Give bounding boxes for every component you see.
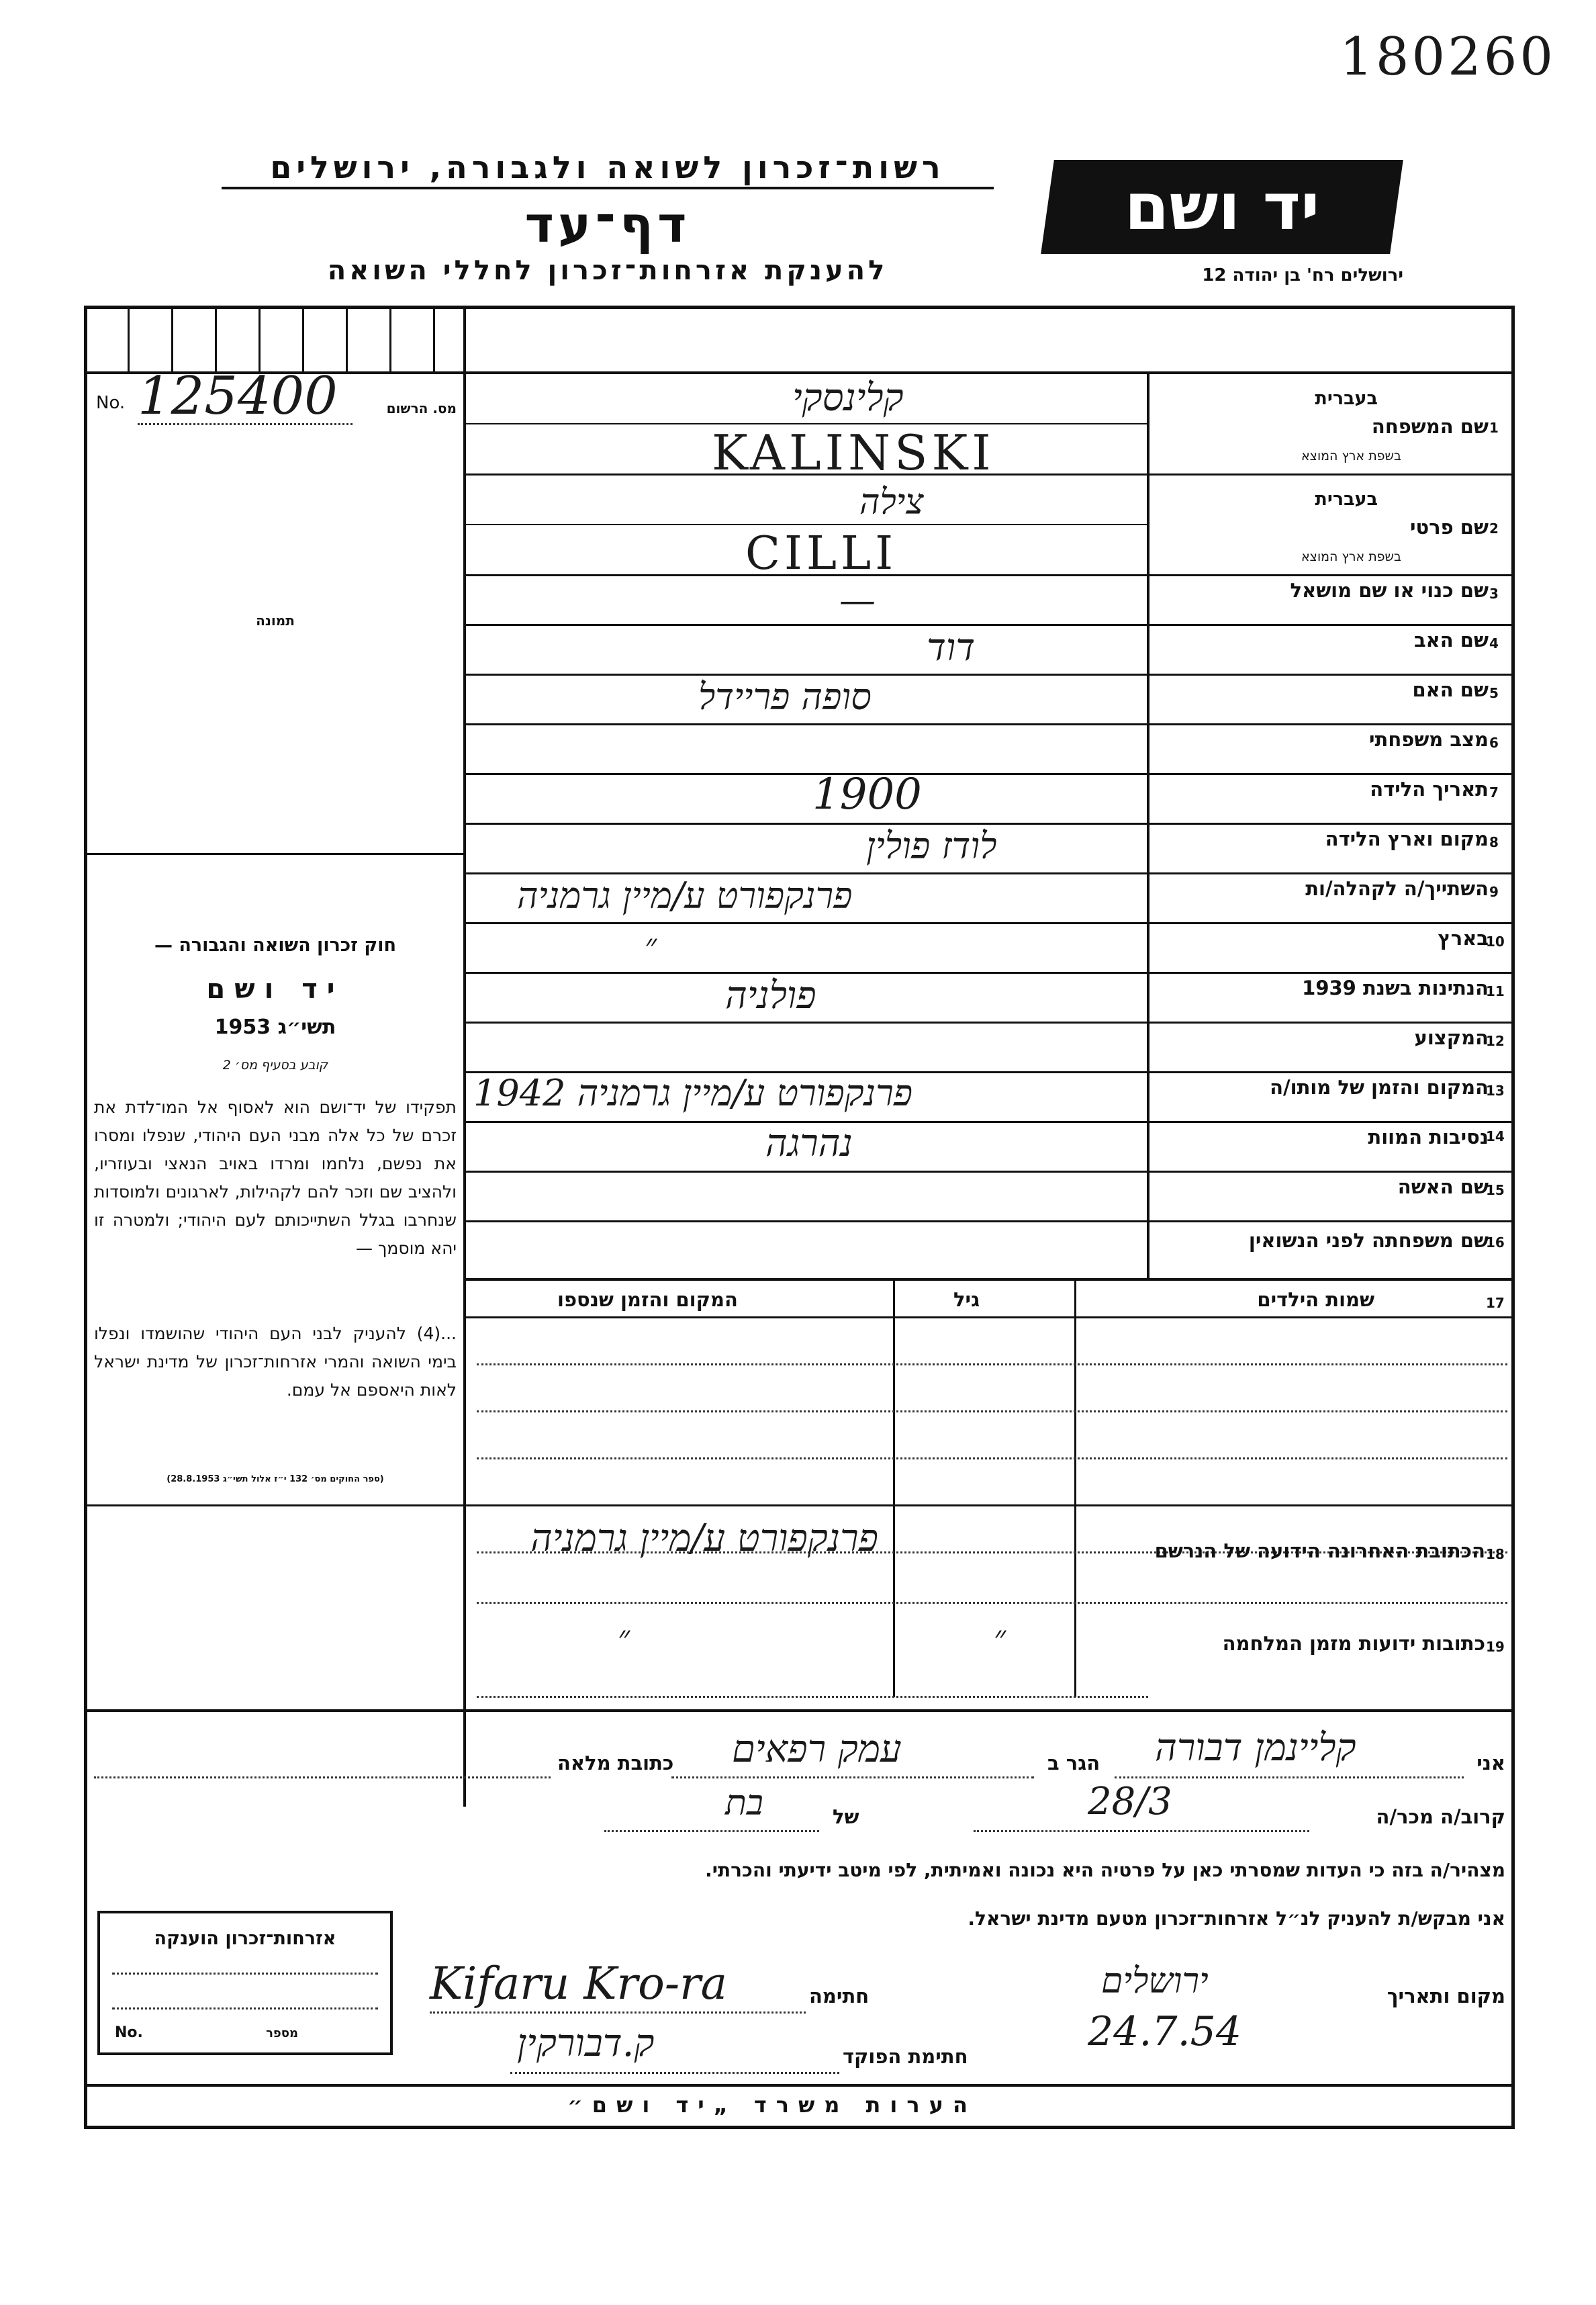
field-3-label: שם כנוי או שם מושאל [1290,579,1489,602]
registration-number: 125400 [138,366,338,426]
children-header-place: המקום והזמן שנספו [557,1288,738,1311]
field-19-label: כתובות ידועות מזמן המלחמה [1222,1632,1485,1655]
field-4-value: דוד [927,626,976,670]
field-18-number: 18 [1486,1546,1505,1562]
law-year: תשי״ג 1953 [214,1015,336,1039]
law-paragraph-1: תפקידו של יד־ושם הוא לאסוף אל המו־לדת את זכרם של כל אלה מבני העם היהודי, שנפלו ומסרו את נפשם, נלחמו ומרדו באויב הנאצי ובעוזריו, ולהציב שם וזכר להם לקהילות, לארגונים ולמוסדות שנחרבו בגלל השתייכותם לעם היהודי; ולמטרה זו יהא מוסמך — [94,1097,457,1258]
field-1-value-hebrew: קלינסקי [792,376,904,420]
field-13-number: 13 [1486,1083,1505,1099]
signature-label: חתימה [809,1985,870,2007]
field-5-number: 5 [1489,685,1499,701]
declaration-resides-label: הגר ב [1047,1752,1100,1774]
children-header-age: גיל [953,1288,980,1311]
field-16-number: 16 [1486,1234,1505,1251]
field-6-label: מצב משפחתי [1368,728,1489,751]
law-clause: קובע בסעיף מס׳ 2 [222,1058,328,1073]
field-14-label: נסיבות המוות [1368,1126,1489,1148]
header-address: ירושלים רח' בן יהודה 12 [1202,265,1403,285]
declaration-statement-2: אני מבקש/ת להעניק לנ״ל אזרחות־זכרון מטעם מדינת ישראל. [968,1907,1505,1930]
photo-label: תמונה [256,613,295,629]
field-12-label: המקצוע [1414,1026,1489,1049]
official-signature-label: חתימת הפוקד [843,2045,968,2068]
field-7-value: 1900 [812,770,922,819]
law-title: חוק זכרון השואה והגבורה — [154,935,397,956]
declaration-address-label: כתובת מלאה [557,1752,674,1774]
header-subtitle: להענקת אזרחות־זכרון לחללי השואה [327,255,888,286]
field-2-label-hebrew: בעברית [1315,489,1378,510]
field-19-value-a: ״ [618,1619,630,1656]
corner-archive-number: 180260 [1340,27,1556,87]
field-2-label-local: בשפת ארץ המוצא [1301,549,1401,564]
field-10-label: בארץ [1438,927,1489,950]
registration-no-label: No. [96,393,126,413]
registration-he-label: מס. הרשום [386,400,457,416]
field-9-number: 9 [1489,884,1499,900]
field-13-label: המקום והזמן של מותו/ה [1270,1076,1489,1099]
field-9-label: השתייך/ה לקהלה/ות [1305,877,1489,900]
field-15-number: 15 [1486,1182,1505,1198]
declaration-of-label: של [833,1805,859,1828]
field-11-number: 11 [1486,983,1505,999]
field-1-label-hebrew: בעברית [1315,388,1378,409]
field-16-label: שם משפחתה לפני הנשואין [1248,1229,1489,1252]
children-header-names: שמות הילדים [1257,1288,1374,1311]
declaration-relative-label: קרוב/ה מכר/ה [1376,1805,1505,1828]
declaration-name-value: קליינמן דבורה [1155,1726,1356,1770]
field-2-value-hebrew: צילה [859,482,924,523]
field-3-number: 3 [1489,586,1499,602]
field-10-value: ״ [645,927,657,964]
field-11-value: פולניה [725,974,816,1018]
field-17-number: 17 [1486,1295,1505,1311]
field-19-value-b: ״ [994,1619,1006,1656]
header-org-line: רשות־זכרון לשואה ולגבורה, ירושלים [222,149,994,189]
field-13-value: פרנקפורט ע/מיין גרמניה 1942 [473,1072,913,1114]
field-5-value: סופה פריידל [698,676,872,718]
field-3-value: — [839,579,876,621]
declaration-address-value: 28/3 [1088,1780,1172,1823]
field-1-label-local: בשפת ארץ המוצא [1301,449,1401,463]
field-4-number: 4 [1489,635,1499,651]
field-4-label: שם האב [1413,629,1489,651]
field-2-label: שם פרטי [1409,516,1489,539]
header-title: דף־עד [524,196,691,254]
declaration-resides-value: עמק רפאים [732,1727,902,1771]
field-18-label: הכתובת האחרונה הידועה של הנרשם [1154,1539,1485,1562]
date-value: 24.7.54 [1088,2008,1242,2055]
field-11-label: הנתינות בשנת 1939 [1302,977,1489,999]
award-box-he-label: מספר [266,2026,298,2040]
declaration-statement-1: מצהיר/ה בזה כי העדות שמסרתי כאן על פרטיה היא נכונה ואמיתית, לפי מיטב ידיעתי והכרתי. [705,1859,1505,1881]
field-18-value: פרנקפורט ע/מיין גרמניה [530,1517,878,1560]
award-box-title: אזרחות־זכרון הוענקה [154,1928,336,1949]
field-1-value-local: KALINSKI [712,424,995,481]
logo-text: יד ושם [1124,169,1320,244]
field-10-number: 10 [1486,934,1505,950]
field-14-value: נהרגה [765,1122,853,1165]
law-paragraph-2: ...(4) להעניק לבני העם היהודי שהושמדו ונפלו בימי השואה והמרי אזרחות־זכרון של מדינת ישראל לאות היאספם אל עמם. [94,1324,457,1400]
field-8-number: 8 [1489,834,1499,850]
field-8-label: מקום וארץ הלידה [1325,827,1489,850]
field-7-label: תאריך הלידה [1370,778,1489,801]
declaration-ani: אני [1476,1752,1505,1774]
field-7-number: 7 [1489,784,1499,801]
field-8-value: לודז פולין [866,825,997,867]
yad-vashem-logo [1041,160,1403,254]
award-box-no-label: No. [115,2024,143,2041]
official-signature-value: ק.דבורקין [517,2022,655,2065]
law-reference: (ספר החוקים מס׳ 132 י״ז אלול תשי״ג 28.8.1953) [167,1474,384,1484]
place-value: ירושלים [1101,1961,1209,2001]
field-5-label: שם האם [1412,678,1489,701]
field-1-number: 1 [1489,420,1499,436]
field-2-number: 2 [1489,521,1499,537]
field-6-number: 6 [1489,735,1499,751]
field-2-value-local: CILLI [745,527,898,580]
footer-office-notes: הערות משרד „יד ושם״ [567,2092,977,2118]
award-box [97,1911,393,2055]
place-date-label: מקום ותאריך [1387,1985,1505,2007]
field-15-label: שם האשה [1397,1175,1489,1198]
field-1-label: שם המשפחה [1371,415,1489,438]
declaration-of-value: בת [725,1783,763,1823]
signature-value: Kifaru Kro-ra [430,1958,728,2009]
law-name: יד ושם [206,974,344,1005]
field-12-number: 12 [1486,1033,1505,1049]
field-9-value: פרנקפורט ע/מיין גרמניה [517,874,853,917]
field-14-number: 14 [1486,1128,1505,1144]
field-19-number: 19 [1486,1639,1505,1655]
